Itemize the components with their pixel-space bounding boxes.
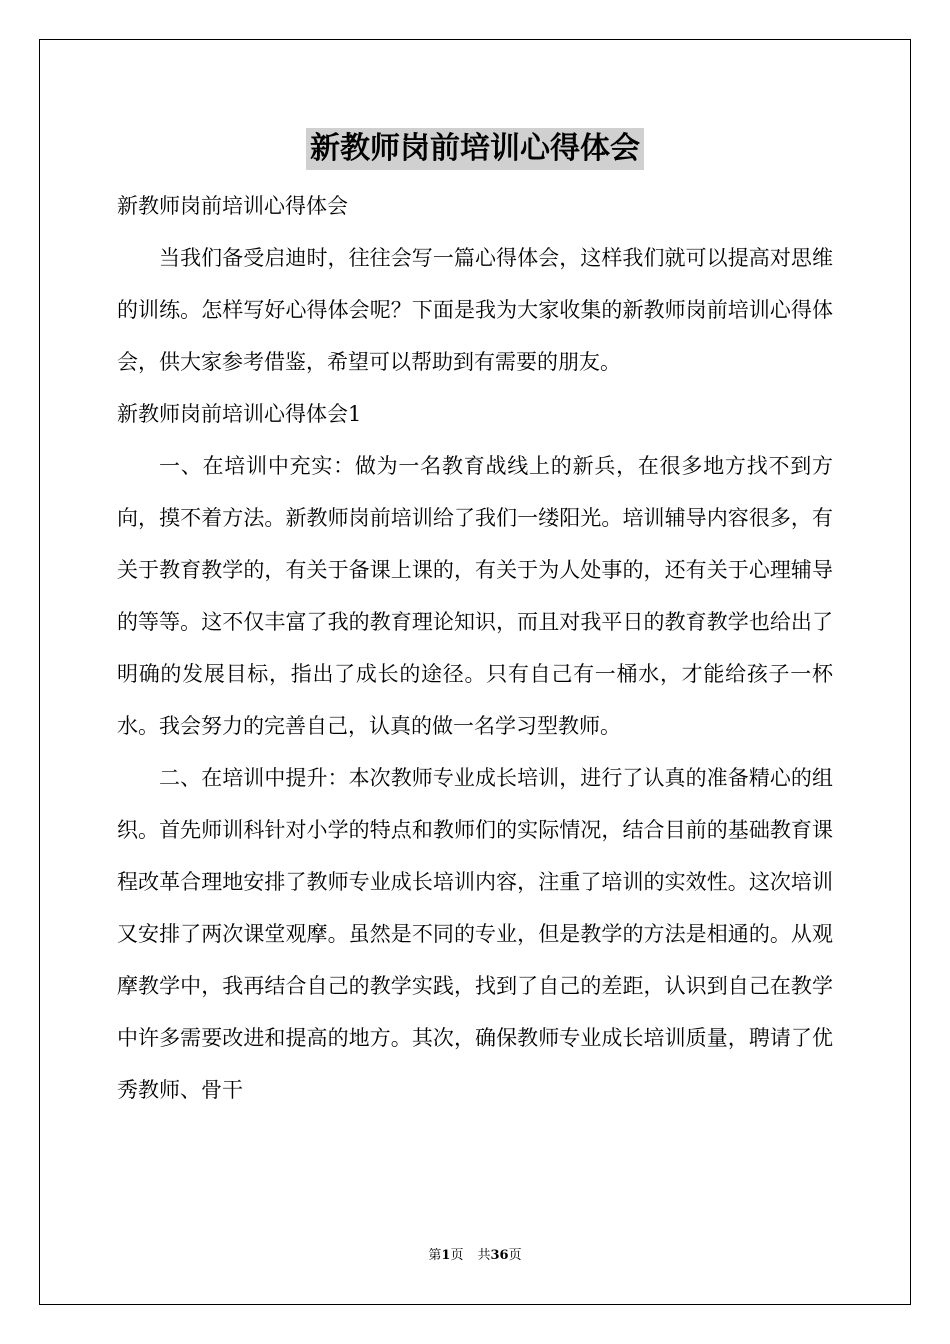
title-container: [0, 128, 950, 170]
page-suffix: 页: [450, 1248, 464, 1263]
total-page-count: 36: [490, 1248, 509, 1263]
page-prefix: 第: [428, 1248, 442, 1263]
intro-paragraph: 当我们备受启迪时，往往会写一篇心得体会，这样我们就可以提高对思维的训练。怎样写好心得体会呢？下面是我为大家收集的新教师岗前培训心得体会，供大家参考借鉴，希望可以帮助到有需要的朋友。: [117, 246, 833, 374]
document-subtitle: 新教师岗前培训心得体会: [117, 194, 348, 218]
page-footer: [0, 1246, 950, 1266]
total-prefix: 共: [477, 1248, 491, 1263]
body-paragraph-1: 一、在培训中充实：做为一名教育战线上的新兵，在很多地方找不到方向，摸不着方法。新教师岗前培训给了我们一缕阳光。培训辅导内容很多，有关于教育教学的，有关于备课上课的，有关于为人处事的，还有关于心理辅导的等等。这不仅丰富了我的教育理论知识，而且对我平日的教育教学也给出了明确的发展目标，指出了成长的途径。只有自己有一桶水，才能给孩子一杯水。我会努力的完善自己，认真的做一名学习型教师。: [117, 454, 833, 738]
document-body: [117, 180, 833, 1116]
section-heading: 新教师岗前培训心得体会1: [117, 402, 362, 426]
total-suffix: 页: [508, 1248, 522, 1263]
current-page-number: 1: [441, 1248, 451, 1263]
body-paragraph-2: 二、在培训中提升：本次教师专业成长培训，进行了认真的准备精心的组织。首先师训科针对小学的特点和教师们的实际情况，结合目前的基础教育课程改革合理地安排了教师专业成长培训内容，注重了培训的实效性。这次培训又安排了两次课堂观摩。虽然是不同的专业，但是教学的方法是相通的。从观摩教学中，我再结合自己的教学实践，找到了自己的差距，认识到自己在教学中许多需要改进和提高的地方。其次，确保教师专业成长培训质量，聘请了优秀教师、骨干: [117, 766, 833, 1102]
document-title: 新教师岗前培训心得体会: [306, 128, 644, 170]
